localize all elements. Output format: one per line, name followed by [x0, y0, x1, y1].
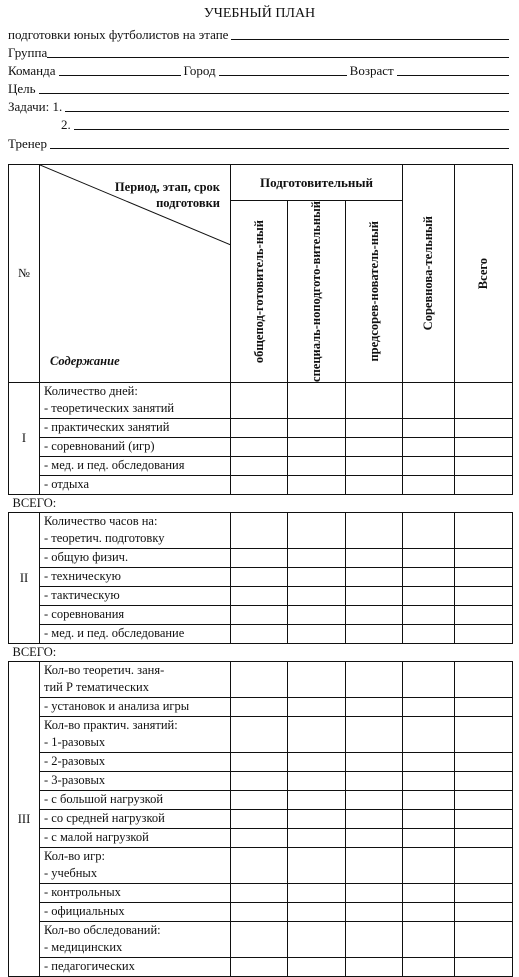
- input-cell[interactable]: [455, 809, 513, 828]
- input-cell[interactable]: [455, 437, 513, 456]
- input-cell[interactable]: [231, 828, 288, 847]
- row-label-cell: [40, 624, 231, 643]
- row-label: - с малой нагрузкой: [44, 829, 149, 844]
- input-cell[interactable]: [231, 475, 288, 494]
- row-label: тий Р тематических: [44, 679, 149, 694]
- total-row: [9, 643, 513, 661]
- input-cell[interactable]: [455, 847, 513, 883]
- table-row: [9, 847, 513, 883]
- input-cell[interactable]: [455, 771, 513, 790]
- row-label-cell: [40, 697, 231, 716]
- input-cell[interactable]: [455, 382, 513, 418]
- row-label: - мед. и пед. обследование: [44, 625, 185, 640]
- input-cell[interactable]: [403, 437, 455, 456]
- input-cell[interactable]: [403, 624, 455, 643]
- table-row: [9, 883, 513, 902]
- row-label: - теоретич. подготовку: [44, 530, 165, 545]
- row-label-cell: [40, 828, 231, 847]
- row-label: - теоретических занятий: [44, 400, 175, 415]
- row-label: - установок и анализа игры: [44, 698, 190, 713]
- input-cell[interactable]: [346, 382, 403, 418]
- input-cell[interactable]: [288, 605, 346, 624]
- table-row: [9, 605, 513, 624]
- task-2-label: 2.: [61, 117, 71, 132]
- task-2-field[interactable]: [74, 129, 509, 130]
- row-label-cell: [40, 661, 231, 697]
- input-cell[interactable]: [403, 921, 455, 957]
- input-cell[interactable]: [346, 548, 403, 567]
- input-cell[interactable]: [231, 456, 288, 475]
- table-row: [9, 902, 513, 921]
- pre-competitive-header: предсорев-нователь-ный: [366, 221, 381, 362]
- table-row: [9, 752, 513, 771]
- input-cell[interactable]: [403, 418, 455, 437]
- total-header: Всего: [476, 257, 490, 290]
- input-cell[interactable]: [455, 697, 513, 716]
- row-label-cell: [40, 475, 231, 494]
- input-cell[interactable]: [455, 567, 513, 586]
- row-label-cell: [40, 586, 231, 605]
- row-label-cell: [40, 957, 231, 976]
- input-cell[interactable]: [403, 548, 455, 567]
- input-cell[interactable]: [403, 790, 455, 809]
- table-row: [9, 716, 513, 752]
- period-header: Период, этап, срок: [114, 180, 220, 194]
- row-label: - 2-разовых: [44, 753, 106, 768]
- input-cell[interactable]: [346, 697, 403, 716]
- input-cell[interactable]: [455, 418, 513, 437]
- row-label-cell: [40, 382, 231, 418]
- input-cell[interactable]: [346, 475, 403, 494]
- input-cell[interactable]: [231, 957, 288, 976]
- input-cell[interactable]: [346, 586, 403, 605]
- tasks-line-2: [61, 115, 512, 133]
- input-cell[interactable]: [403, 902, 455, 921]
- input-cell[interactable]: [231, 382, 288, 418]
- input-cell[interactable]: [288, 716, 346, 752]
- input-cell[interactable]: [231, 567, 288, 586]
- input-cell[interactable]: [288, 567, 346, 586]
- input-cell[interactable]: [403, 661, 455, 697]
- input-cell[interactable]: [346, 921, 403, 957]
- row-label-cell: [40, 752, 231, 771]
- row-label: Количество часов на:: [44, 513, 158, 528]
- input-cell[interactable]: [288, 921, 346, 957]
- input-cell[interactable]: [455, 605, 513, 624]
- input-cell[interactable]: [403, 567, 455, 586]
- input-cell[interactable]: [403, 847, 455, 883]
- input-cell[interactable]: [346, 567, 403, 586]
- input-cell[interactable]: [455, 752, 513, 771]
- input-cell[interactable]: [288, 809, 346, 828]
- input-cell[interactable]: [288, 437, 346, 456]
- input-cell[interactable]: [231, 790, 288, 809]
- stage-label: подготовки юных футболистов на этапе: [8, 27, 229, 42]
- input-cell[interactable]: [455, 456, 513, 475]
- row-label-cell: [40, 567, 231, 586]
- table-row: [9, 382, 513, 418]
- input-cell[interactable]: [403, 697, 455, 716]
- input-cell[interactable]: [346, 456, 403, 475]
- coach-line: [8, 134, 512, 152]
- input-cell[interactable]: [231, 752, 288, 771]
- input-cell[interactable]: [288, 697, 346, 716]
- input-cell[interactable]: [231, 605, 288, 624]
- total-row: [9, 494, 513, 512]
- table-row: [9, 809, 513, 828]
- input-cell[interactable]: [455, 957, 513, 976]
- input-cell[interactable]: [288, 456, 346, 475]
- input-cell[interactable]: [288, 586, 346, 605]
- input-cell[interactable]: [403, 716, 455, 752]
- input-cell[interactable]: [455, 902, 513, 921]
- row-label-cell: [40, 790, 231, 809]
- input-cell[interactable]: [403, 382, 455, 418]
- task-1-field[interactable]: [65, 111, 509, 112]
- table-row: [9, 567, 513, 586]
- table-row: [9, 957, 513, 976]
- input-cell[interactable]: [288, 790, 346, 809]
- tasks-line-1: [8, 97, 512, 115]
- input-cell[interactable]: [403, 605, 455, 624]
- input-cell[interactable]: [346, 771, 403, 790]
- row-label: - со средней нагрузкой: [44, 810, 165, 825]
- coach-label: Тренер: [8, 136, 47, 151]
- table-row: [9, 475, 513, 494]
- stage-field[interactable]: [231, 39, 509, 40]
- input-cell[interactable]: [231, 921, 288, 957]
- section-number: I: [9, 382, 40, 494]
- input-cell[interactable]: [231, 809, 288, 828]
- general-prep-header: общепод-готовитель-ный: [251, 219, 266, 364]
- table-row: [9, 418, 513, 437]
- input-cell[interactable]: [288, 475, 346, 494]
- total-label: ВСЕГО:: [12, 495, 57, 510]
- input-cell[interactable]: [288, 771, 346, 790]
- input-cell[interactable]: [455, 828, 513, 847]
- goal-field[interactable]: [39, 93, 509, 94]
- row-label: - соревнования: [44, 606, 125, 621]
- row-label: Кол-во игр:: [44, 848, 105, 863]
- total-label: ВСЕГО:: [12, 644, 57, 659]
- input-cell[interactable]: [346, 847, 403, 883]
- input-cell[interactable]: [403, 752, 455, 771]
- input-cell[interactable]: [288, 624, 346, 643]
- row-label: - практических занятий: [44, 419, 170, 434]
- input-cell[interactable]: [403, 809, 455, 828]
- table-row: [9, 661, 513, 697]
- input-cell[interactable]: [346, 418, 403, 437]
- row-label-cell: [40, 716, 231, 752]
- group-field[interactable]: [47, 57, 509, 58]
- input-cell[interactable]: [403, 957, 455, 976]
- input-cell[interactable]: [346, 437, 403, 456]
- row-label-cell: [40, 418, 231, 437]
- input-cell[interactable]: [455, 716, 513, 752]
- goal-line: [8, 79, 512, 97]
- competitive-header: Соревнова-тельный: [421, 216, 435, 331]
- row-label: - педагогических: [44, 958, 135, 973]
- row-label: - официальных: [44, 903, 125, 918]
- input-cell[interactable]: [455, 921, 513, 957]
- input-cell[interactable]: [288, 957, 346, 976]
- plan-table: [8, 164, 513, 977]
- row-label: Количество дней:: [44, 383, 138, 398]
- input-cell[interactable]: [455, 548, 513, 567]
- table-row: [9, 437, 513, 456]
- age-field[interactable]: [397, 75, 509, 76]
- input-cell[interactable]: [288, 418, 346, 437]
- city-label: Город: [183, 63, 216, 78]
- period-content-header: [40, 165, 231, 383]
- input-cell[interactable]: [231, 437, 288, 456]
- row-label-cell: [40, 902, 231, 921]
- team-field[interactable]: [59, 75, 181, 76]
- input-cell[interactable]: [288, 512, 346, 548]
- team-line: [8, 61, 512, 79]
- input-cell[interactable]: [288, 752, 346, 771]
- age-label: Возраст: [349, 63, 394, 78]
- input-cell[interactable]: [288, 847, 346, 883]
- input-cell[interactable]: [346, 828, 403, 847]
- input-cell[interactable]: [346, 624, 403, 643]
- input-cell[interactable]: [403, 828, 455, 847]
- input-cell[interactable]: [231, 548, 288, 567]
- input-cell[interactable]: [288, 883, 346, 902]
- row-label: - 1-разовых: [44, 734, 106, 749]
- coach-field[interactable]: [50, 148, 509, 149]
- table-row: [9, 771, 513, 790]
- input-cell[interactable]: [455, 883, 513, 902]
- input-cell[interactable]: [346, 902, 403, 921]
- input-cell[interactable]: [288, 548, 346, 567]
- input-cell[interactable]: [231, 847, 288, 883]
- input-cell[interactable]: [455, 661, 513, 697]
- row-label-cell: [40, 809, 231, 828]
- row-label-cell: [40, 883, 231, 902]
- input-cell[interactable]: [346, 809, 403, 828]
- document-title: УЧЕБНЫЙ ПЛАН: [203, 6, 316, 21]
- row-label-cell: [40, 512, 231, 548]
- input-cell[interactable]: [455, 475, 513, 494]
- input-cell[interactable]: [288, 661, 346, 697]
- input-cell[interactable]: [346, 957, 403, 976]
- table-row: [9, 828, 513, 847]
- input-cell[interactable]: [346, 605, 403, 624]
- row-label: - мед. и пед. обследования: [44, 457, 185, 472]
- section-number: III: [9, 661, 40, 976]
- row-label-cell: [40, 548, 231, 567]
- table-row: [9, 790, 513, 809]
- stage-line: [8, 25, 512, 43]
- table-row: [9, 624, 513, 643]
- team-label: Команда: [8, 63, 56, 78]
- input-cell[interactable]: [403, 475, 455, 494]
- input-cell[interactable]: [403, 883, 455, 902]
- content-header: Содержание: [50, 353, 120, 368]
- input-cell[interactable]: [231, 512, 288, 548]
- input-cell[interactable]: [455, 790, 513, 809]
- row-label: - учебных: [44, 865, 98, 880]
- goal-label: Цель: [8, 81, 36, 96]
- row-label: - тактическую: [44, 587, 120, 602]
- input-cell[interactable]: [346, 883, 403, 902]
- row-label-cell: [40, 437, 231, 456]
- row-label: - соревнований (игр): [44, 438, 155, 453]
- period-header-2: подготовки: [156, 196, 220, 210]
- row-label-cell: [40, 605, 231, 624]
- row-label: Кол-во обследований:: [44, 922, 161, 937]
- special-prep-header: специаль-ноподгото-вительный: [309, 201, 323, 382]
- row-label: - техническую: [44, 568, 121, 583]
- input-cell[interactable]: [231, 902, 288, 921]
- input-cell[interactable]: [346, 790, 403, 809]
- input-cell[interactable]: [231, 697, 288, 716]
- city-field[interactable]: [219, 75, 347, 76]
- input-cell[interactable]: [231, 586, 288, 605]
- input-cell[interactable]: [455, 624, 513, 643]
- input-cell[interactable]: [288, 828, 346, 847]
- table-row: [9, 512, 513, 548]
- preparatory-header: Подготовительный: [231, 165, 403, 201]
- table-row: [9, 586, 513, 605]
- row-label: - с большой нагрузкой: [44, 791, 164, 806]
- group-label: Группа: [8, 45, 48, 60]
- row-label: Кол-во теоретич. заня-: [44, 662, 165, 677]
- input-cell[interactable]: [231, 883, 288, 902]
- row-label: - общую физич.: [44, 549, 129, 564]
- table-row: [9, 456, 513, 475]
- input-cell[interactable]: [403, 771, 455, 790]
- input-cell[interactable]: [346, 716, 403, 752]
- row-label: - контрольных: [44, 884, 121, 899]
- input-cell[interactable]: [403, 456, 455, 475]
- input-cell[interactable]: [231, 771, 288, 790]
- input-cell[interactable]: [288, 902, 346, 921]
- row-label-cell: [40, 921, 231, 957]
- input-cell[interactable]: [231, 716, 288, 752]
- input-cell[interactable]: [231, 624, 288, 643]
- row-label: - 3-разовых: [44, 772, 106, 787]
- table-row: [9, 548, 513, 567]
- input-cell[interactable]: [346, 752, 403, 771]
- table-row: [9, 697, 513, 716]
- table-row: [9, 921, 513, 957]
- input-cell[interactable]: [231, 661, 288, 697]
- input-cell[interactable]: [455, 586, 513, 605]
- tasks-label: Задачи: 1.: [8, 99, 63, 114]
- input-cell[interactable]: [231, 418, 288, 437]
- number-header: №: [9, 165, 40, 383]
- row-label: - отдыха: [44, 476, 90, 491]
- row-label-cell: [40, 456, 231, 475]
- input-cell[interactable]: [346, 661, 403, 697]
- row-label: - медицинских: [44, 939, 123, 954]
- input-cell[interactable]: [288, 382, 346, 418]
- section-number: II: [9, 512, 40, 643]
- input-cell[interactable]: [403, 512, 455, 548]
- group-line: [8, 43, 512, 61]
- row-label: Кол-во практич. занятий:: [44, 717, 178, 732]
- input-cell[interactable]: [403, 586, 455, 605]
- input-cell[interactable]: [455, 512, 513, 548]
- input-cell[interactable]: [346, 512, 403, 548]
- row-label-cell: [40, 847, 231, 883]
- row-label-cell: [40, 771, 231, 790]
